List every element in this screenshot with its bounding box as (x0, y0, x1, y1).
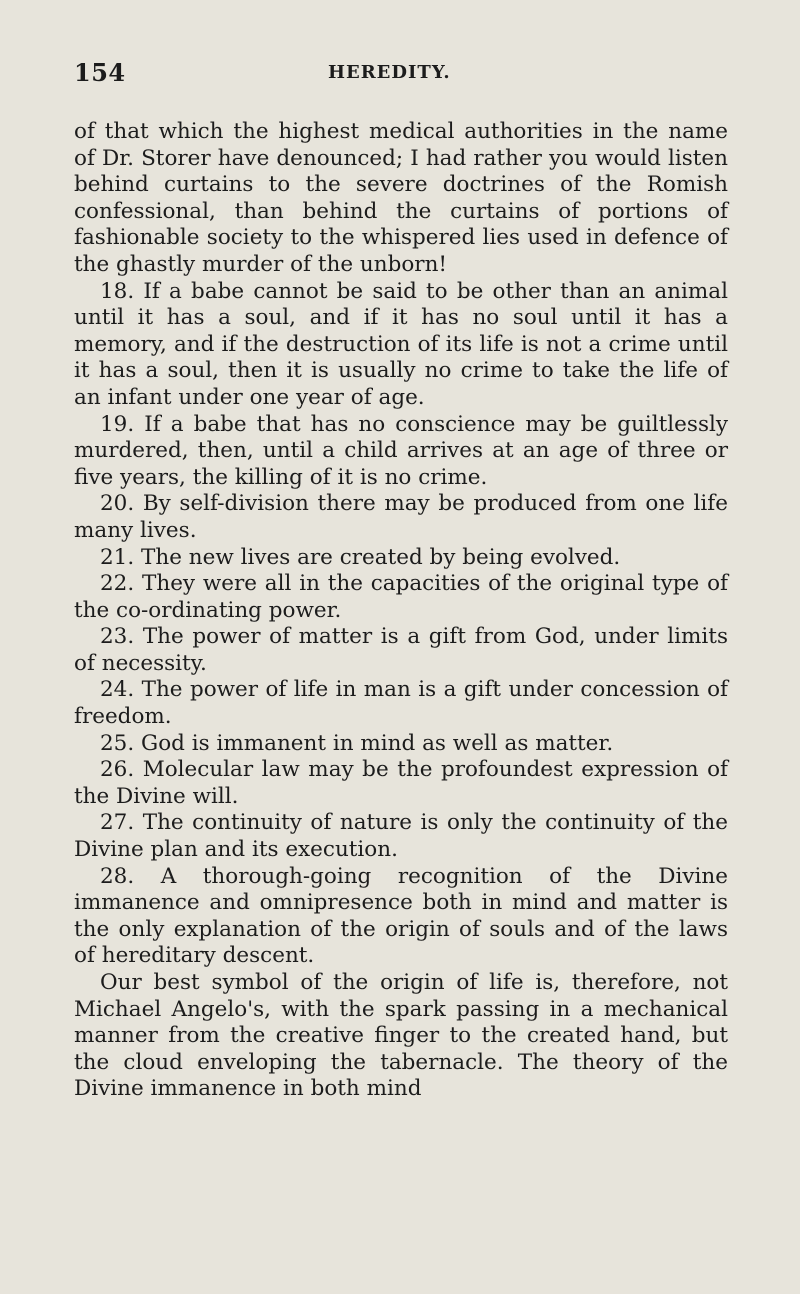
paragraph-21: 21. The new lives are created by being evolved. (100, 544, 621, 570)
paragraph-20: 20. By self-division there may be produced from one life many lives. (74, 491, 728, 543)
body-text (74, 119, 728, 1103)
paragraph-25: 25. God is immanent in mind as well as matter. (100, 730, 614, 756)
paragraph-27: 27. The continuity of nature is only the continuity of the Divine plan and its execution. (74, 810, 728, 863)
paragraph-19: 19. If a babe that has no conscience may be guiltlessly murdered, then, until a child arrives at an age of three or five years, the killing of it is no crime. (74, 411, 728, 490)
running-head: HEREDITY. (328, 62, 451, 83)
paragraph-18: 18. If a babe cannot be said to be other than an animal until it has a soul, and if it has no soul until it has a memory, and if the destruction of its life is not a crime until it has a soul, then it is usually no crime to take the life of an infant under one year of age. (74, 278, 728, 410)
paragraph-continuation: of that which the highest medical authorities in the name of Dr. Storer have denounced; I had rather you would listen behind curtains to the severe doctrines of the Romish confessional, than behind the curtains of portions of fashionable society to the whispered lies used in defence of the ghastly murder of the unborn! (74, 119, 728, 277)
paragraph-22: 22. They were all in the capacities of the original type of the co-ordinating power. (74, 571, 728, 623)
paragraph-28: 28. A thorough-going recognition of the Divine immanence and omnipresence both in mind and matter is the only explanation of the origin of souls and of the laws of hereditary descent. (74, 863, 728, 969)
paragraph-23: 23. The power of matter is a gift from God, under limits of necessity. (74, 624, 728, 676)
paragraph-26: 26. Molecular law may be the profoundest expression of the Divine will. (74, 757, 728, 809)
page-number: 154 (74, 58, 126, 87)
paragraph-conclusion: Our best symbol of the origin of life is, therefore, not Michael Angelo's, with the spark passing in a mechanical manner from the creative finger to the created hand, but the cloud enveloping the tabernacle. The theory of the Divine immanence in both mind (74, 970, 728, 1102)
paragraph-24: 24. The power of life in man is a gift under concession of freedom. (74, 677, 728, 730)
page-header (74, 58, 728, 92)
